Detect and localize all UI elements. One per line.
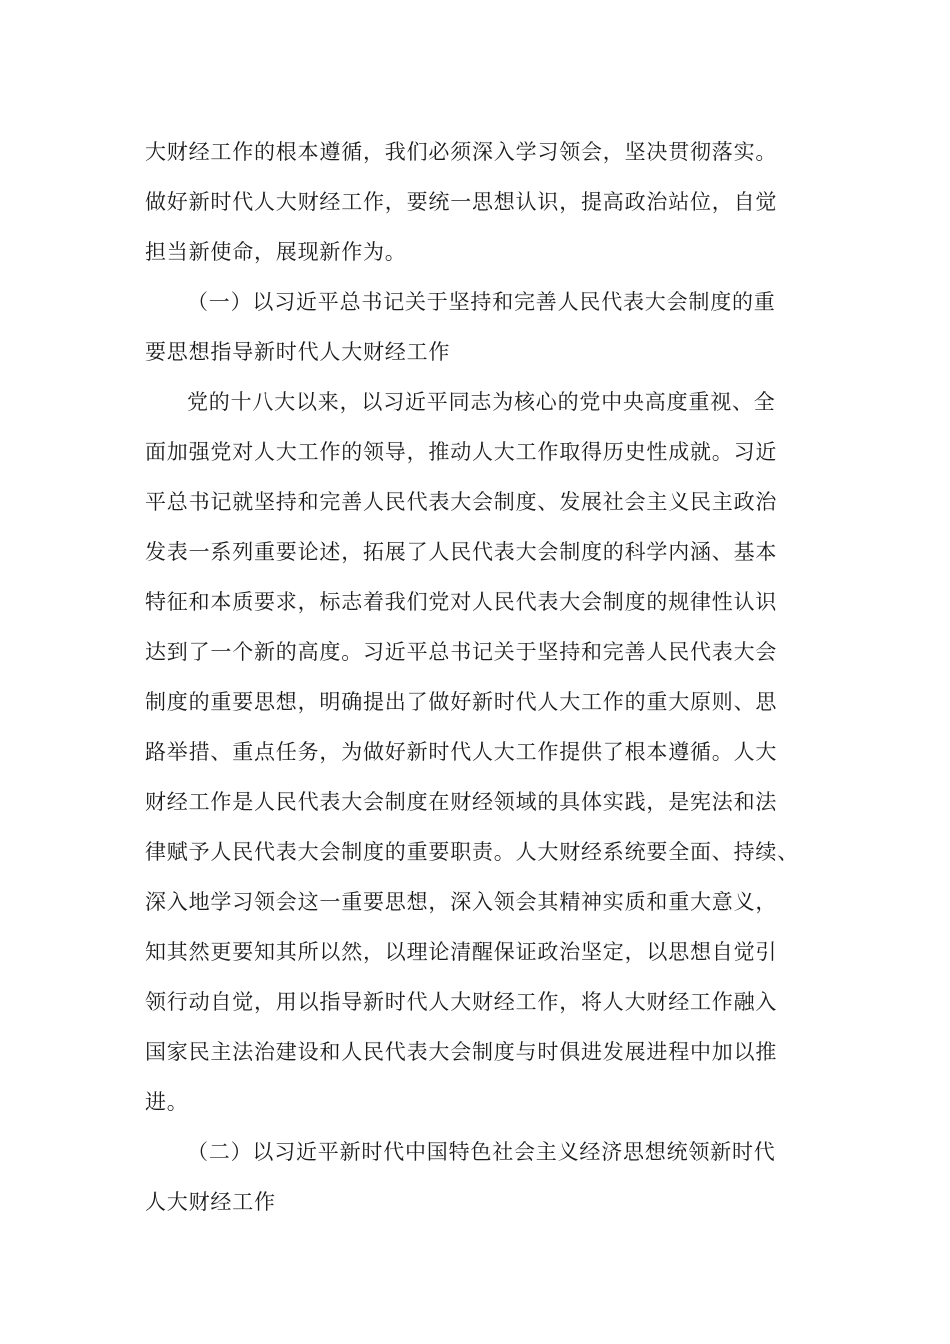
text-line: 发表一系列重要论述，拓展了人民代表大会制度的科学内涵、基本 <box>145 540 778 564</box>
text-line: 律赋予人民代表大会制度的重要职责。人大财经系统要全面、持续、 <box>145 840 799 864</box>
section-heading-line: （一）以习近平总书记关于坚持和完善人民代表大会制度的重 <box>187 290 776 314</box>
text-line: 领行动自觉，用以指导新时代人大财经工作，将人大财经工作融入 <box>145 990 778 1014</box>
section-heading-line: （二）以习近平新时代中国特色社会主义经济思想统领新时代 <box>187 1140 776 1164</box>
paragraph-first-line: 党的十八大以来，以习近平同志为核心的党中央高度重视、全 <box>187 390 776 414</box>
text-line: 制度的重要思想，明确提出了做好新时代人大工作的重大原则、思 <box>145 690 778 714</box>
text-line: 特征和本质要求，标志着我们党对人民代表大会制度的规律性认识 <box>145 590 778 614</box>
text-line: 达到了一个新的高度。习近平总书记关于坚持和完善人民代表大会 <box>145 640 778 664</box>
text-line: 大财经工作的根本遵循，我们必须深入学习领会，坚决贯彻落实。 <box>145 140 778 164</box>
text-line: 深入地学习领会这一重要思想，深入领会其精神实质和重大意义， <box>145 890 778 914</box>
text-line: 进。 <box>145 1090 189 1114</box>
body-text <box>145 127 805 1227</box>
text-line: 做好新时代人大财经工作，要统一思想认识，提高政治站位，自觉 <box>145 190 778 214</box>
text-line: 财经工作是人民代表大会制度在财经领域的具体实践，是宪法和法 <box>145 790 778 814</box>
text-line: 路举措、重点任务，为做好新时代人大工作提供了根本遵循。人大 <box>145 740 778 764</box>
section-heading-line: 人大财经工作 <box>145 1190 276 1214</box>
text-line: 平总书记就坚持和完善人民代表大会制度、发展社会主义民主政治 <box>145 490 778 514</box>
text-line: 担当新使命，展现新作为。 <box>145 240 407 264</box>
section-heading-line: 要思想指导新时代人大财经工作 <box>145 340 451 364</box>
text-line: 国家民主法治建设和人民代表大会制度与时俱进发展进程中加以推 <box>145 1040 778 1064</box>
text-line: 知其然更要知其所以然，以理论清醒保证政治坚定，以思想自觉引 <box>145 940 778 964</box>
text-line: 面加强党对人大工作的领导，推动人大工作取得历史性成就。习近 <box>145 440 778 464</box>
